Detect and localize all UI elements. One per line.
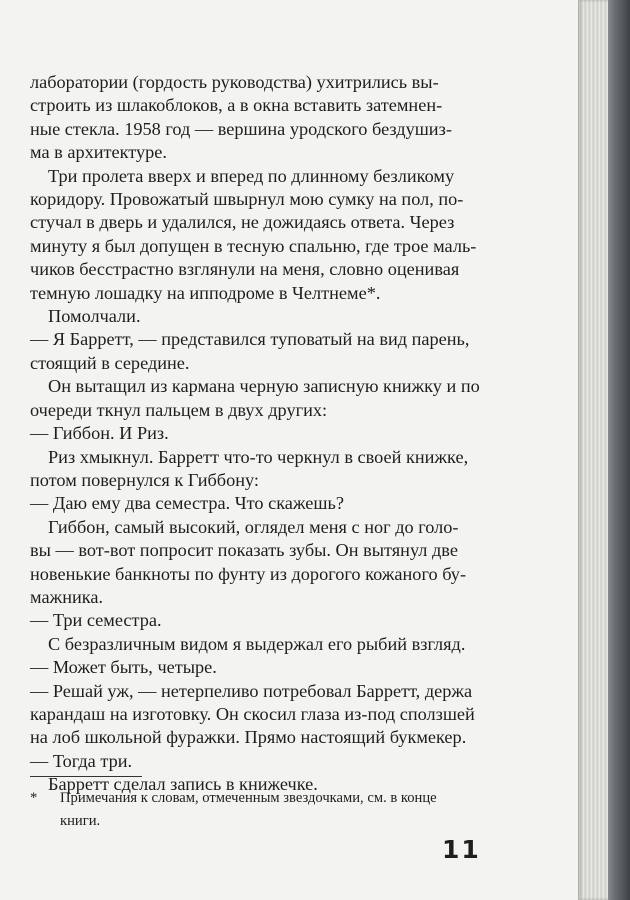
text-line: — Я Барретт, — представился туповатый на вид парень, [30,329,470,350]
text-line: Он вытащил из кармана черную записную книжку и по [48,376,480,397]
text-line: темную лошадку на ипподроме в Челтнеме*. [30,282,381,303]
text-line: минуту я был допущен в тесную спальню, где трое маль- [30,235,477,256]
text-line: — Может быть, четыре. [30,657,217,678]
text-line: вы — вот-вот попросит показать зубы. Он вытянул две [30,540,458,561]
page-number: 11 [442,835,481,864]
text-line: мажника. [30,586,104,607]
text-line: — Гиббон. И Риз. [30,423,169,444]
text-line: новенькие банкноты по фунту из дорогого кожаного бу- [30,563,467,584]
text-line: Три пролета вверх и вперед по длинному безликому [48,165,455,186]
text-line: чиков бесстрастно взглянули на меня, словно оценивая [30,259,460,280]
text-line: карандаш на изготовку. Он скосил глаза из-под сползшей [30,703,475,724]
text-line: Барретт сделал запись в книжечке. [48,774,318,795]
text-line: — Даю ему два семестра. Что скажешь? [30,493,344,514]
text-line: — Тогда три. [30,750,133,771]
text-line: очереди ткнул пальцем в двух других: [30,399,328,420]
footnote-marker: * [30,790,38,806]
footnote-divider [30,776,142,777]
text-line: потом повернулся к Гиббону: [30,469,260,490]
text-line: ма в архитектуре. [30,142,167,163]
footnote [30,787,500,833]
text-line: Гиббон, самый высокий, оглядел меня с ног до голо- [48,516,459,537]
text-line: С безразличным видом я выдержал его рыбий взгляд. [48,633,466,654]
text-line: стоящий в середине. [30,352,190,373]
text-line: на лоб школьной фуражки. Прямо настоящий букмекер. [30,727,467,748]
text-line: коридору. Провожатый швырнул мою сумку на пол, по- [30,189,464,210]
text-line: строить из шлакоблоков, а в окна вставить затемнен- [30,95,443,116]
page-edges [574,0,608,900]
text-line: — Решай уж, — нетерпеливо потребовал Барретт, держа [30,680,473,701]
text-line: Помолчали. [48,306,141,327]
text-line: стучал в дверь и удалился, не дожидаясь ответа. Через [30,212,455,233]
footnote-text: Примечания к словам, отмеченным звездочками, см. в конце [60,790,437,806]
text-line: лаборатории (гордость руководства) ухитрились вы- [30,72,439,92]
text-line: ные стекла. 1958 год — вершина уродского бездушиз- [30,118,452,139]
body-text [30,71,490,797]
text-line: — Три семестра. [30,610,162,631]
footnote-line: книги. [60,813,101,829]
footnote-line [30,787,500,810]
text-line: Риз хмыкнул. Барретт что-то черкнул в своей книжке, [48,446,469,467]
